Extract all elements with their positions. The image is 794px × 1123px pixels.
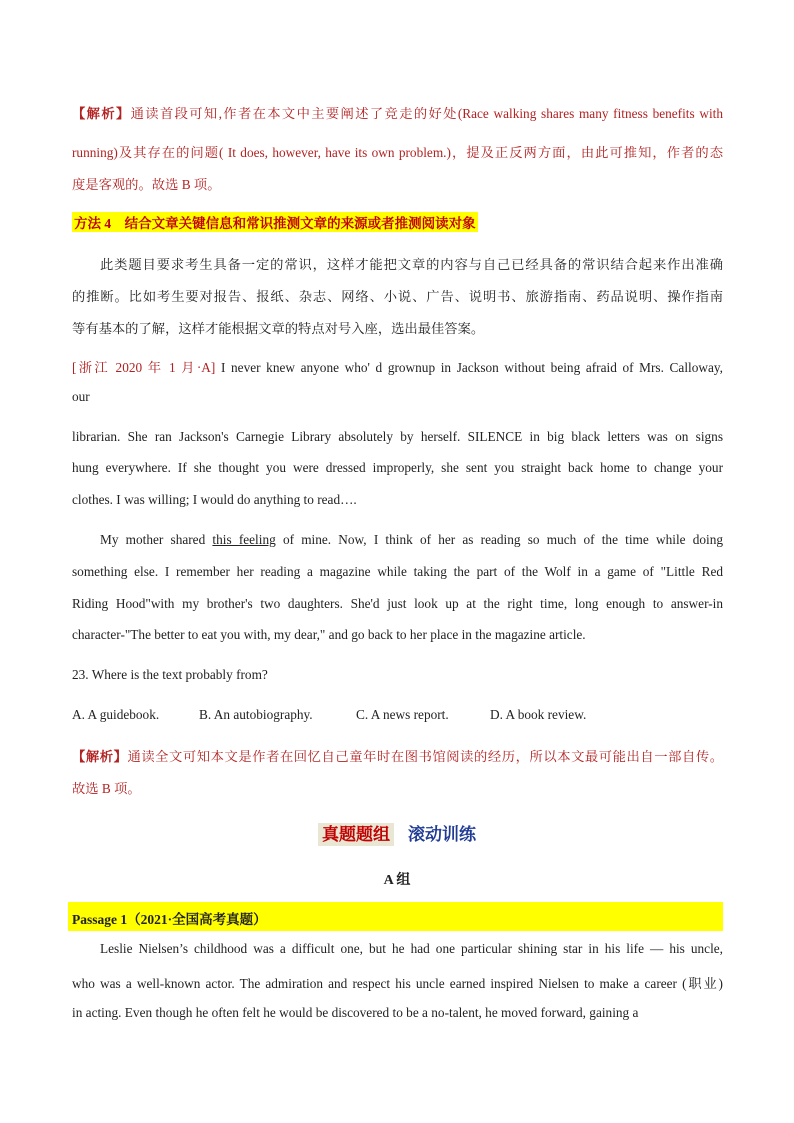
section-title	[0, 820, 794, 845]
example-line-2: librarian. She ran Jackson's Carnegie Library absolutely by herself. SILENCE in big black letters was on signs	[72, 429, 723, 444]
underlined-phrase: this feeling	[212, 532, 276, 547]
example-p2-line-3: Riding Hood"with my brother's two daughters. She'd just look up at the right time, long enough to answer-in	[72, 596, 723, 611]
example-line-4: clothes. I was willing; I would do anything to read….	[72, 492, 357, 507]
example-source: [浙江 2020 年 1 月·A]	[72, 360, 216, 375]
intro-line-2: 的推断。比如考生要对报告、报纸、杂志、网络、小说、广告、说明书、旅游指南、药品说明、操作指南	[72, 289, 723, 304]
example-line-1b: our	[72, 389, 90, 404]
method-4-heading: 方法 4 结合文章关键信息和常识推测文章的来源或者推测阅读对象	[72, 212, 478, 232]
intro-line-1: 此类题目要求考生具备一定的常识，这样才能把文章的内容与自己已经具备的常识结合起来作出准确	[100, 257, 723, 272]
option-a: A. A guidebook.	[72, 707, 160, 722]
question-stem: 23. Where is the text probably from?	[72, 667, 268, 682]
passage-1-header-text: Passage 1（2021·全国高考真题）	[72, 912, 267, 927]
analysis-2-line-2: 故选 B 项。	[72, 781, 141, 796]
option-c: C. A news report.	[356, 707, 449, 722]
analysis-1-line-3: 度是客观的。故选 B 项。	[72, 177, 221, 192]
example-line-3: hung everywhere. If she thought you were dressed improperly, she sent you straight back home to change your	[72, 460, 723, 475]
example-p2-line-2: something else. I remember her reading a magazine while taking the part of the Wolf in a game of "Little Red	[72, 564, 723, 579]
passage-1-line-2: who was a well-known actor. The admiration and respect his uncle earned inspired Nielsen to make a career (职业)	[72, 976, 723, 991]
passage-1-line-1: Leslie Nielsen’s childhood was a difficult one, but he had one particular shining star in his life — his uncle,	[100, 941, 723, 956]
intro-line-3: 等有基本的了解，这样才能根据文章的特点对号入座，选出最佳答案。	[72, 321, 485, 336]
analysis-1-line-2: running)及其存在的问题( It does, however, have its own problem.)，提及正反两方面，由此可推知，作者的态	[72, 145, 723, 160]
analysis-tag: 【解析】	[72, 106, 131, 121]
option-b: B. An autobiography.	[199, 707, 313, 722]
option-d: D. A book review.	[490, 707, 587, 722]
passage-1-header	[68, 902, 723, 931]
analysis-tag: 【解析】	[72, 749, 128, 764]
passage-1-line-3: in acting. Even though he often felt he would be discovered to be a no-talent, he moved forward, gaining a	[72, 1005, 639, 1020]
group-subtitle: A 组	[383, 873, 411, 888]
section-title-part-1: 真题题组	[318, 823, 394, 846]
section-title-part-2: 滚动训练	[408, 825, 476, 844]
example-p2-line-4: character-"The better to eat you with, my dear," and go back to her place in the magazine article.	[72, 627, 586, 642]
example-line-1: [浙江 2020 年 1 月·A] I never knew anyone who' d grownup in Jackson without being afraid of Mrs. Calloway,	[72, 360, 723, 375]
analysis-2-line-1: 【解析】通读全文可知本文是作者在回忆自己童年时在图书馆阅读的经历，所以本文最可能出自一部自传。	[72, 749, 723, 764]
example-p2-line-1: My mother shared this feeling of mine. Now, I think of her as reading so much of the time while doing	[100, 532, 724, 547]
analysis-1-line-1: 【解析】通读首段可知,作者在本文中主要阐述了竞走的好处(Race walking shares many fitness benefits with	[72, 106, 724, 121]
